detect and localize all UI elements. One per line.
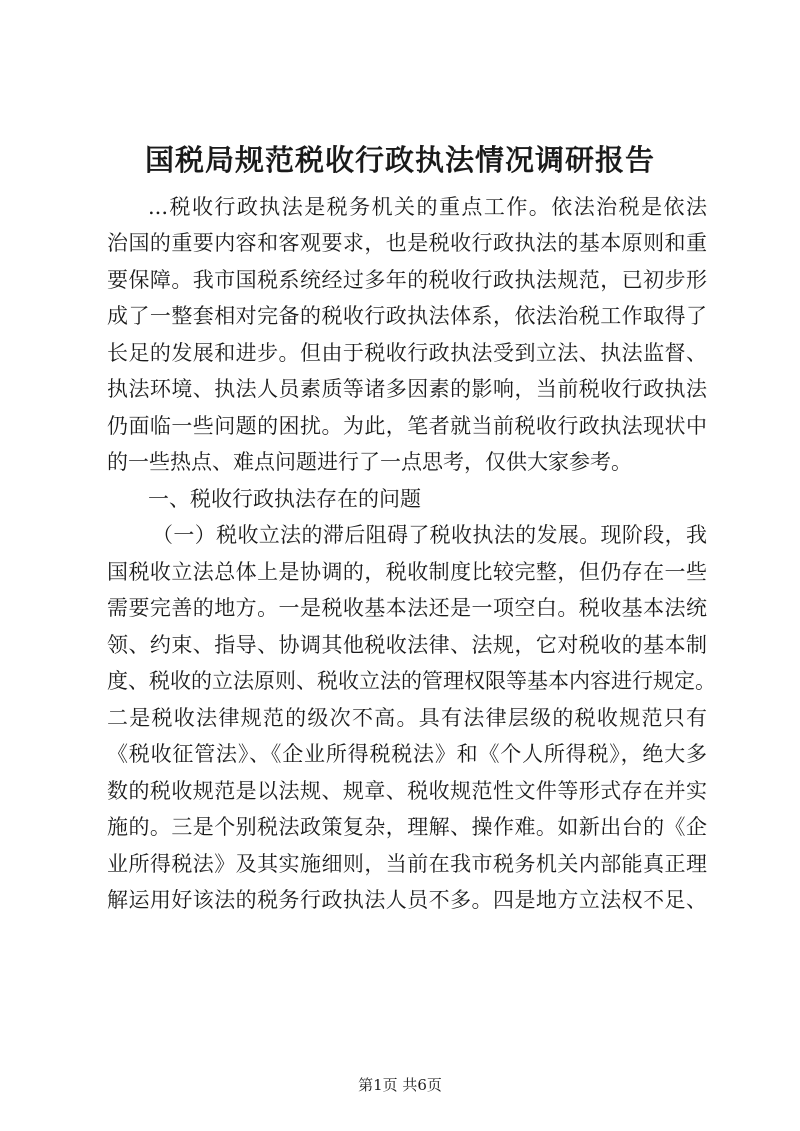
paragraph-line: 需要完善的地方。一是税收基本法还是一项空白。税收基本法统: [107, 596, 707, 620]
paragraph-line: 施的。三是个别税法政策复杂，理解、操作难。如新出台的《企: [107, 815, 707, 839]
paragraph-line: 二是税收法律规范的级次不高。具有法律层级的税收规范只有: [107, 706, 707, 730]
paragraph-line: 长足的发展和进步。但由于税收行政执法受到立法、执法监督、: [107, 341, 707, 365]
section-heading: 一、税收行政执法存在的问题: [148, 487, 421, 511]
paragraph-line: 国税收立法总体上是协调的，税收制度比较完整，但仍存在一些: [107, 560, 707, 584]
paragraph-line: 执法环境、执法人员素质等诸多因素的影响，当前税收行政执法: [107, 377, 707, 401]
document-title: 国税局规范税收行政执法情况调研报告: [144, 143, 655, 177]
paragraph-line: （一）税收立法的滞后阻碍了税收执法的发展。现阶段，我: [152, 523, 707, 547]
paragraph-line: ...税收行政执法是税务机关的重点工作。依法治税是依法: [148, 195, 707, 219]
paragraph-line: 治国的重要内容和客观要求，也是税收行政执法的基本原则和重: [107, 231, 707, 255]
paragraph-line: 度、税收的立法原则、税收立法的管理权限等基本内容进行规定。: [107, 669, 716, 693]
paragraph-line: 仍面临一些问题的困扰。为此，笔者就当前税收行政执法现状中: [107, 414, 707, 438]
page-number-footer: 第1页 共6页: [358, 1076, 442, 1094]
paragraph-line: 的一些热点、难点问题进行了一点思考，仅供大家参考。: [107, 450, 632, 474]
paragraph-line: 《税收征管法》、《企业所得税税法》和《个人所得税》，绝大多: [107, 742, 707, 766]
paragraph-line: 领、约束、指导、协调其他税收法律、法规，它对税收的基本制: [107, 633, 707, 657]
paragraph-line: 解运用好该法的税务行政执法人员不多。四是地方立法权不足、: [107, 888, 707, 912]
paragraph-line: 要保障。我市国税系统经过多年的税收行政执法规范，已初步形: [107, 268, 707, 292]
paragraph-line: 数的税收规范是以法规、规章、税收规范性文件等形式存在并实: [107, 779, 707, 803]
paragraph-line: 成了一整套相对完备的税收行政执法体系，依法治税工作取得了: [107, 304, 707, 328]
paragraph-line: 业所得税法》及其实施细则，当前在我市税务机关内部能真正理: [107, 852, 707, 876]
